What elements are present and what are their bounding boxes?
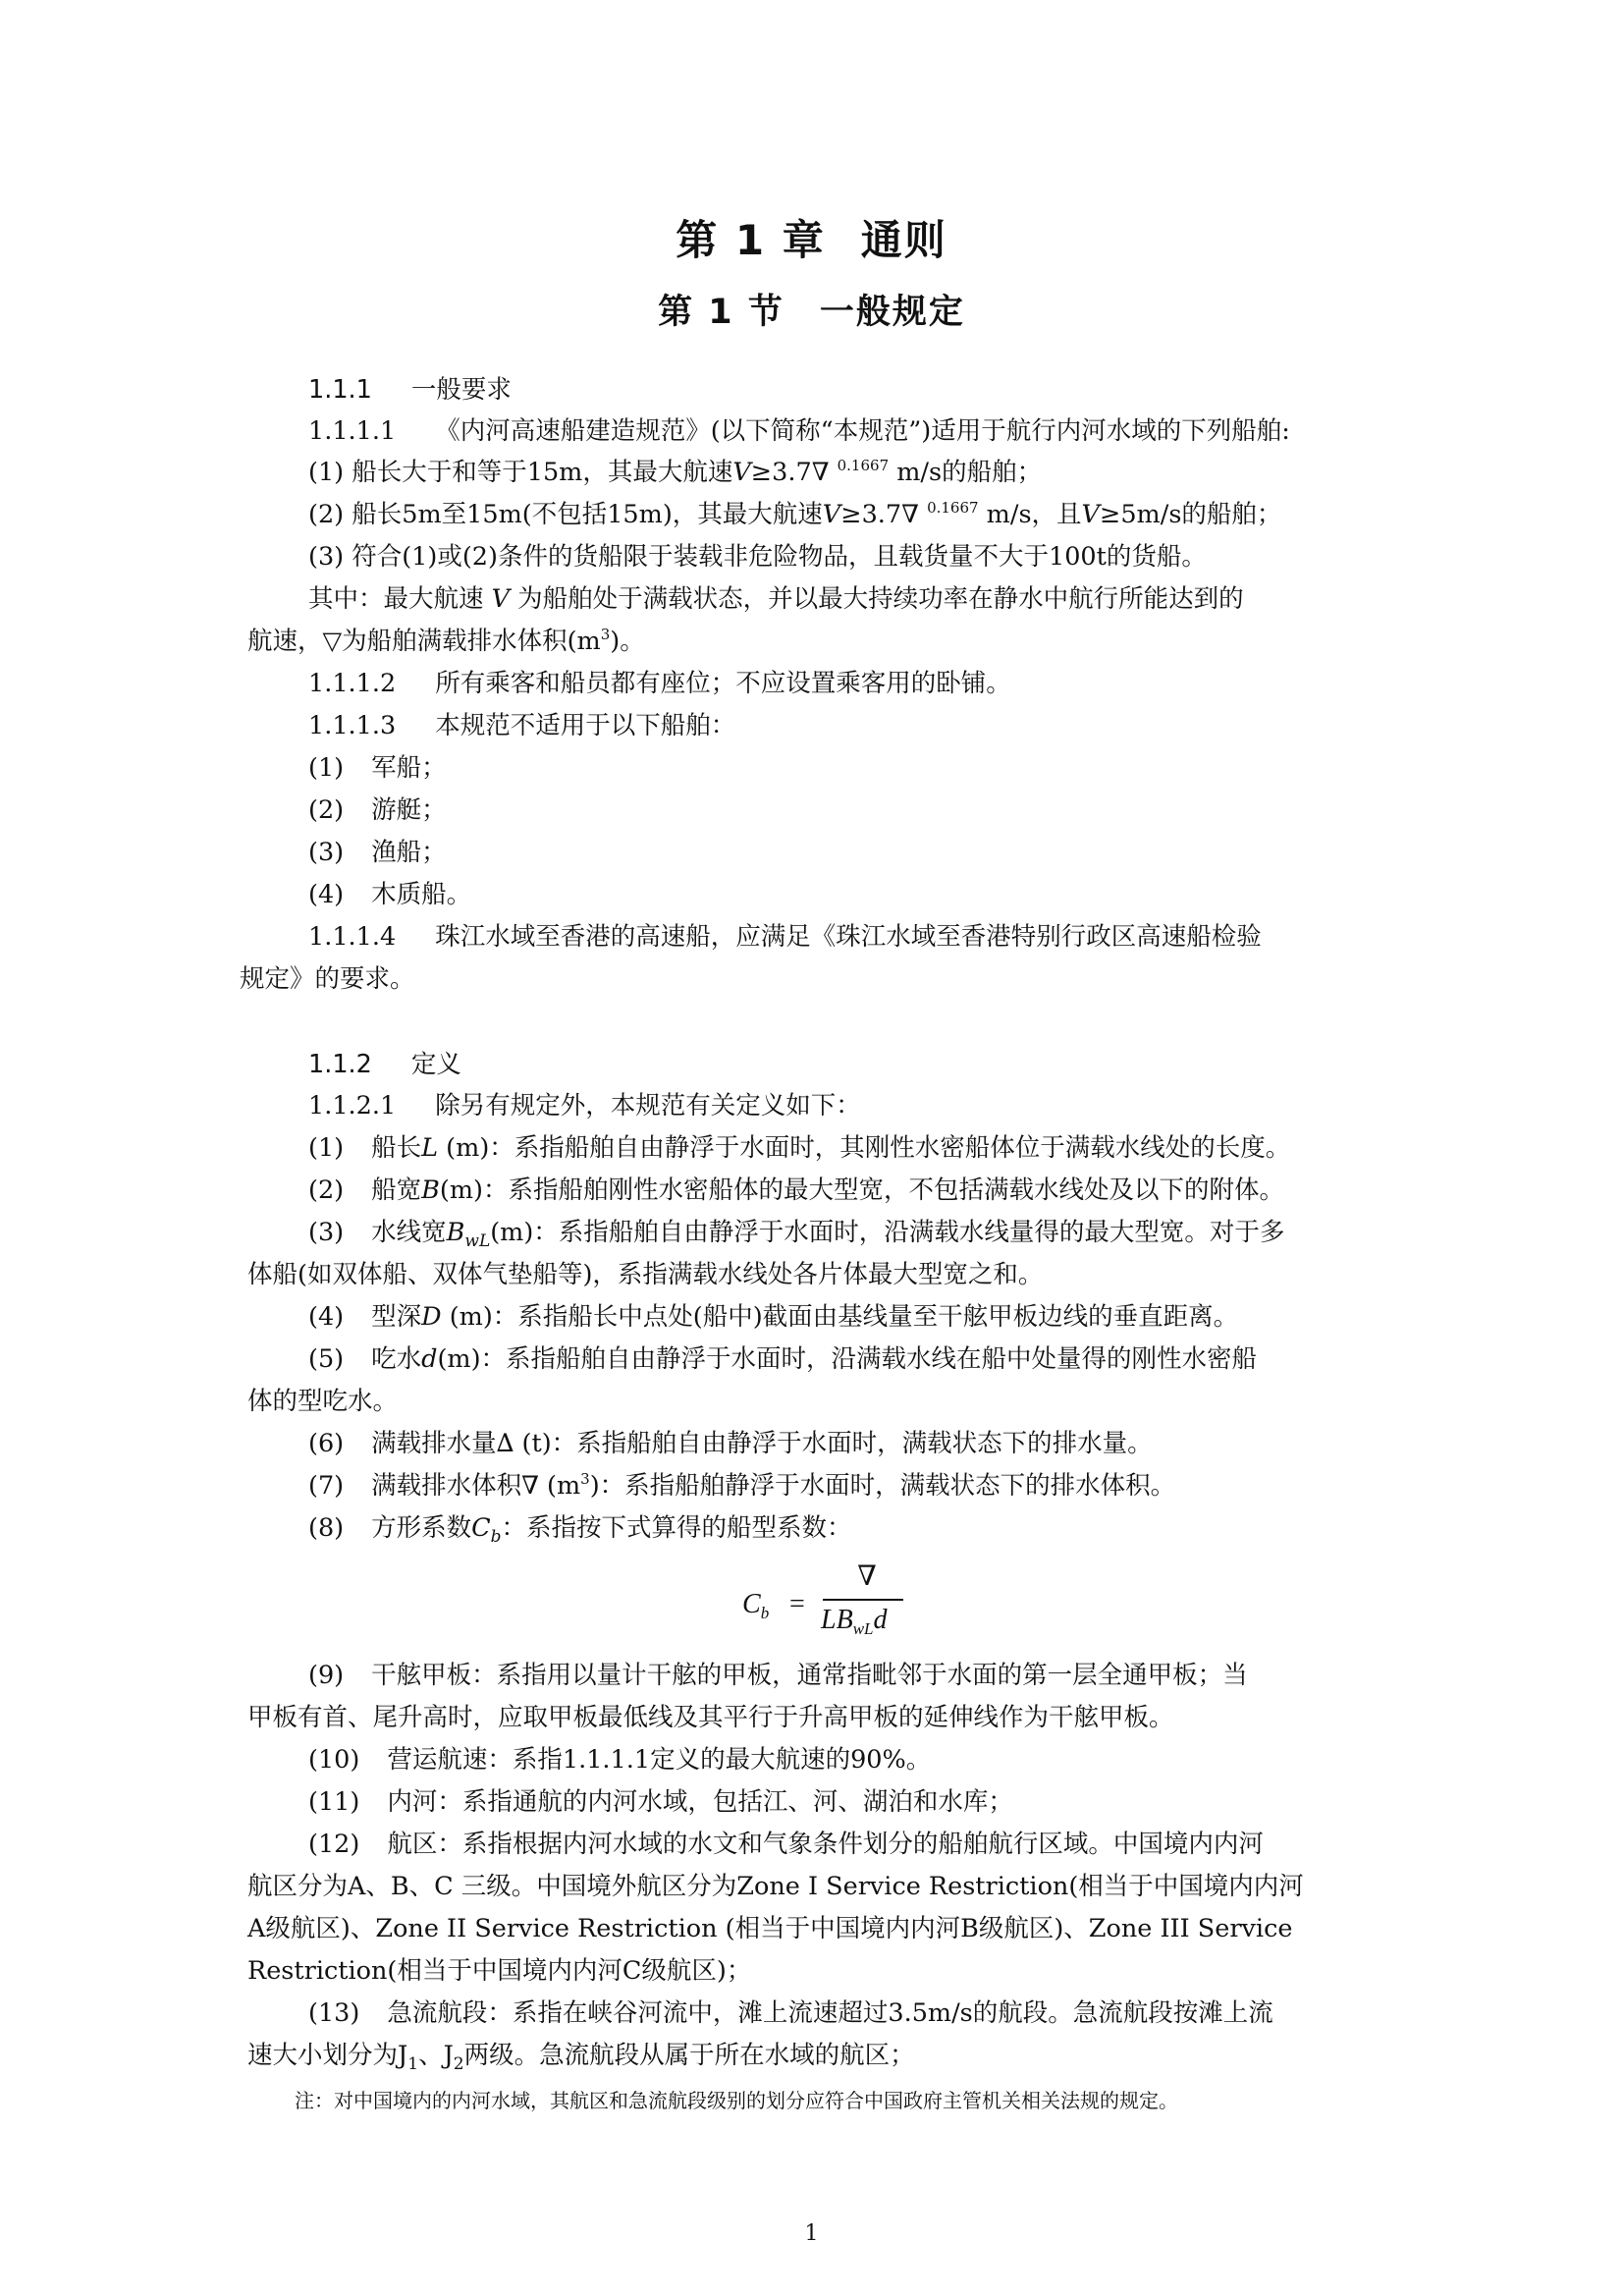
definition-10: (10) 营运航速：系指1.1.1.1定义的最大航速的90%。 <box>308 1745 932 1775</box>
clause-1-1-1-1-item-3: (3) 符合(1)或(2)条件的货船限于装载非危险物品，且载货量不大于100t的货船。 <box>308 542 1207 572</box>
definition-12-line-4: Restriction(相当于中国境内内河C级航区)； <box>247 1956 752 1986</box>
clause-1-1-1-1-note-line-1: 其中：最大航速 V 为船舶处于满载状态，并以最大持续功率在静水中航行所能达到的 <box>308 584 1244 614</box>
definition-2: (2) 船宽B(m)：系指船舶刚性水密船体的最大型宽，不包括满载水线处及以下的附体。 <box>308 1175 1284 1205</box>
definition-3-line-2: 体船(如双体船、双体气垫船等)，系指满载水线处各片体最大型宽之和。 <box>247 1260 1044 1289</box>
definition-12-line-1: (12) 航区：系指根据内河水域的水文和气象条件划分的船舶航行区域。中国境内内河 <box>308 1830 1264 1859</box>
definition-13-line-1: (13) 急流航段：系指在峡谷河流中，滩上流速超过3.5m/s的航段。急流航段按滩上流 <box>308 1998 1273 2028</box>
subsection-heading-1-1-2: 1.1.2 定义 <box>308 1050 461 1079</box>
clause-1-1-1-3: 1.1.1.3 本规范不适用于以下船舶： <box>308 711 736 740</box>
clause-1-1-1-2: 1.1.1.2 所有乘客和船员都有座位；不应设置乘客用的卧铺。 <box>308 669 1011 698</box>
chapter-title: 第 1 章 通则 <box>676 216 947 264</box>
clause-1-1-1-1-item-2: (2) 船长5m至15m(不包括15m)，其最大航速V≥3.7∇ $^{0.1667}$ m/s，且V≥5m/s的船舶； <box>308 499 1282 529</box>
clause-1-1-1-1: 1.1.1.1 《内河高速船建造规范》(以下简称“本规范”)适用于航行内河水域的下列船舶: <box>308 416 1290 446</box>
fraction-bar <box>823 1599 903 1601</box>
list-item: (2) 游艇； <box>308 795 447 825</box>
clause-1-1-1-1-note-line-2: 航速，▽为船舶满载排水体积$(m^3)$。 <box>247 626 645 656</box>
definition-5-line-1: (5) 吃水d(m)：系指船舶自由静浮于水面时，沿满载水线在船中处量得的刚性水密船 <box>308 1344 1258 1374</box>
list-item: (4) 木质船。 <box>308 880 472 909</box>
clause-1-1-2-1: 1.1.2.1 除另有规定外，本规范有关定义如下： <box>308 1091 861 1121</box>
definition-9-line-1: (9) 干舷甲板：系指用以量计干舷的甲板，通常指毗邻于水面的第一层全通甲板；当 <box>308 1661 1248 1690</box>
clause-1-1-1-4-line-2: 规定》的要求。 <box>240 964 415 994</box>
section-title: 第 1 节 一般规定 <box>658 293 965 332</box>
footnote: 注：对中国境内的内河水域，其航区和急流航段级别的划分应符合中国政府主管机关相关法规的规定。 <box>295 2089 1178 2112</box>
definition-7: (7) 满载排水体积∇ $(m^3)$：系指船舶静浮于水面时，满载状态下的排水体积。 <box>308 1470 1176 1501</box>
block-coefficient-formula: $C_b$ = ∇ $LB_{wL}d$ <box>742 1559 899 1654</box>
definition-9-line-2: 甲板有首、尾升高时，应取甲板最低线及其平行于升高甲板的延伸线作为干舷甲板。 <box>247 1703 1174 1732</box>
definition-5-line-2: 体的型吃水。 <box>247 1387 399 1416</box>
definition-3-line-1: (3) 水线宽$B_{wL}(m)$：系指船舶自由静浮于水面时，沿满载水线量得的最大型宽。对于多 <box>308 1218 1285 1251</box>
list-item: (3) 渔船； <box>308 838 447 867</box>
definition-8: (8) 方形系数$C_b$：系指按下式算得的船型系数： <box>308 1513 852 1547</box>
definition-13-line-2: 速大小划分为$J_1$、$J_2$两级。急流航段从属于所在水域的航区； <box>247 2041 915 2074</box>
definition-6: (6) 满载排水量∆ (t)：系指船舶自由静浮于水面时，满载状态下的排水量。 <box>308 1429 1153 1458</box>
definition-4: (4) 型深D (m)：系指船长中点处(船中)截面由基线量至干舷甲板边线的垂直距离。 <box>308 1302 1239 1332</box>
list-item: (1) 军船； <box>308 753 447 783</box>
definition-12-line-2: 航区分为A、B、C 三级。中国境外航区分为Zone I Service Restriction(相当于中国境内内河 <box>247 1872 1304 1901</box>
clause-1-1-1-1-item-1: (1) 船长大于和等于15m，其最大航速V≥3.7∇ $^{0.1667}$ m/s的船舶； <box>308 457 1043 487</box>
subsection-heading-1-1-1: 1.1.1 一般要求 <box>308 375 512 405</box>
definition-12-line-3: A级航区)、Zone II Service Restriction (相当于中国境内内河B级航区)、Zone III Service <box>247 1914 1293 1943</box>
page-number: 1 <box>804 2221 819 2246</box>
clause-1-1-1-4-line-1: 1.1.1.4 珠江水域至香港的高速船，应满足《珠江水域至香港特别行政区高速船检验 <box>308 922 1262 952</box>
definition-11: (11) 内河：系指通航的内河水域，包括江、河、湖泊和水库； <box>308 1787 1013 1817</box>
definition-1: (1) 船长L (m)：系指船舶自由静浮于水面时，其刚性水密船体位于满载水线处的长度。 <box>308 1133 1291 1163</box>
